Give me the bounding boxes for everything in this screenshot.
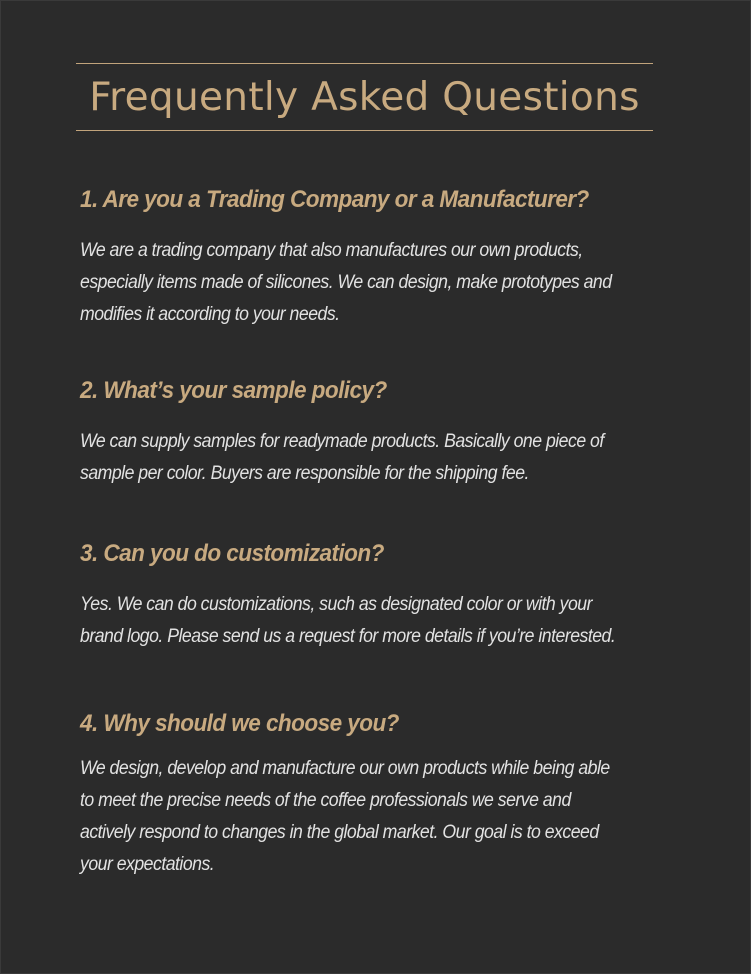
faq-item-why-choose-us: [80, 710, 680, 881]
faq-answer-line: actively respond to changes in the global market. Our goal is to exceed: [80, 822, 599, 843]
faq-answer-line: your expectations.: [80, 854, 215, 875]
faq-item-customization: [80, 540, 680, 653]
page-title: Frequently Asked Questions: [89, 74, 640, 120]
faq-answer: [80, 753, 675, 881]
faq-answer: [80, 426, 675, 490]
faq-answer-line: to meet the precise needs of the coffee professionals we serve and: [80, 790, 571, 811]
faq-item-trading-or-manufacturer: [80, 186, 680, 331]
faq-question: 2. What’s your sample policy?: [80, 377, 387, 404]
faq-answer-line: sample per color. Buyers are responsible for the shipping fee.: [80, 463, 529, 484]
faq-answer: [80, 589, 675, 653]
faq-answer-line: We design, develop and manufacture our own products while being able: [80, 758, 610, 779]
faq-answer-line: We are a trading company that also manufactures our own products,: [80, 240, 583, 261]
faq-answer-line: especially items made of silicones. We can design, make prototypes and: [80, 272, 612, 293]
faq-question: 4. Why should we choose you?: [80, 710, 399, 737]
faq-answer: [80, 235, 675, 331]
faq-answer-line: We can supply samples for readymade products. Basically one piece of: [80, 431, 604, 452]
faq-question: 1. Are you a Trading Company or a Manufacturer?: [80, 186, 589, 213]
faq-item-sample-policy: [80, 377, 680, 490]
faq-answer-line: Yes. We can do customizations, such as designated color or with your: [80, 594, 592, 615]
faq-header: [76, 63, 653, 131]
faq-question: 3. Can you do customization?: [80, 540, 384, 567]
faq-answer-line: modifies it according to your needs.: [80, 304, 340, 325]
faq-answer-line: brand logo. Please send us a request for more details if you’re interested.: [80, 626, 616, 647]
